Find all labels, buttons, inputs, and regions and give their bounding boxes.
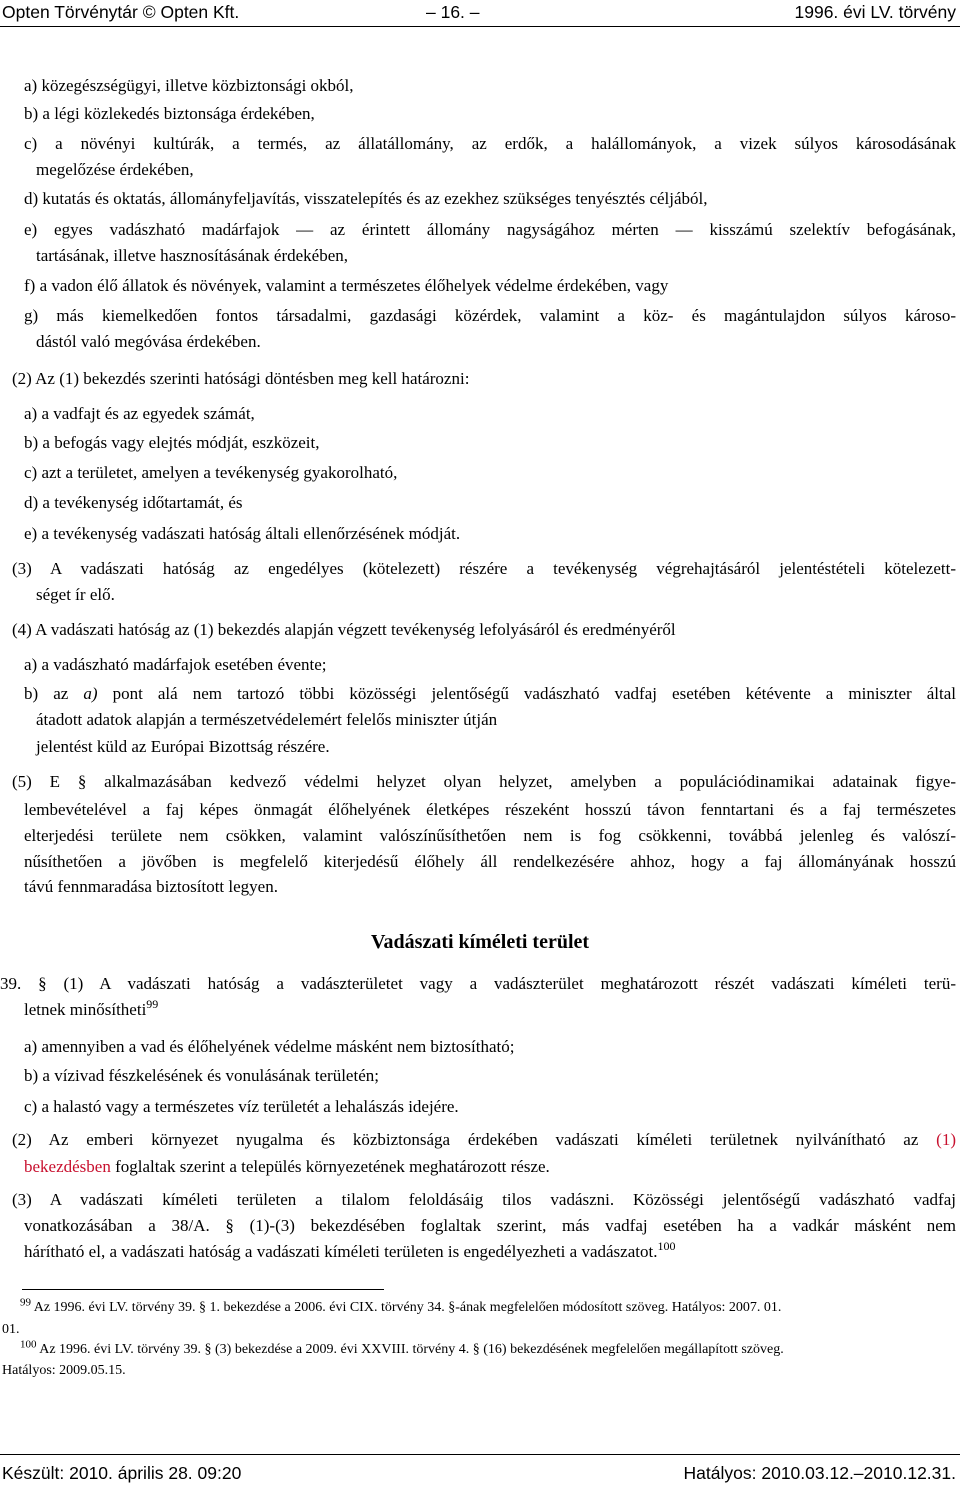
- paragraph-5-cont: nűsíthetően a jövőben is megfelelő kiterjedésű élőhely áll rendelkezésére ahhoz, hogy a faj állományának hosszú: [24, 852, 956, 871]
- list-item-d: d) kutatás és oktatás, állományfeljavítás, visszatelepítés és az ezekhez szükséges tenyésztés céljából,: [24, 189, 708, 208]
- list-item-e: e) a tevékenység vadászati hatóság általi ellenőrzésének módját.: [24, 524, 461, 543]
- list-item-a: a) amennyiben a vad és élőhelyének védelme másként nem biztosítható;: [24, 1037, 515, 1056]
- paragraph-4: (4) A vadászati hatóság az (1) bekezdés alapján végzett tevékenység lefolyásáról és eredményéről: [12, 620, 676, 639]
- footnote-99-cont: 01.: [2, 1322, 20, 1337]
- list-item-b: b) a befogás vagy elejtés módját, eszközeit,: [24, 433, 320, 452]
- footnote-divider: [22, 1289, 384, 1290]
- footer-created: Készült: 2010. április 28. 09:20: [2, 1463, 242, 1483]
- footnote-100: $^{100}$ Az 1996. évi LV. törvény 39. § (3) bekezdése a 2009. évi XXVIII. törvény 4. § (16) bekezdésének megfelelően megállapított szöveg.: [20, 1338, 784, 1357]
- cross-reference-link[interactable]: (1): [936, 1130, 956, 1149]
- header-source: Opten Törvénytár © Opten Kft.: [2, 2, 240, 22]
- paragraph-3: (3) A vadászati hatóság az engedélyes (kötelezett) részére a tevékenység végrehajtásáról jelentéstételi kötelezett-: [12, 559, 956, 578]
- footer-validity: Hatályos: 2010.03.12.–2010.12.31.: [683, 1463, 956, 1483]
- list-item-a: a) a vadászható madárfajok esetében évente;: [24, 655, 327, 674]
- section-39-paragraph-3: (3) A vadászati kíméleti területen a tilalom feloldásáig tilos vadászni. Közösségi jelentőségű vadászható vadfaj: [12, 1190, 956, 1209]
- list-item-e-cont: tartásának, illetve hasznosításának érdekében,: [36, 246, 349, 265]
- list-item-c-cont: megelőzése érdekében,: [36, 160, 194, 179]
- list-item-a: a) a vadfajt és az egyedek számát,: [24, 404, 255, 423]
- list-item-g-cont: dástól való megóvása érdekében.: [36, 332, 261, 351]
- section-39-paragraph-1-cont: letnek minősítheti$^{99}$: [24, 997, 159, 1019]
- page-footer: [0, 1454, 960, 1485]
- paragraph-3-cont: séget ír elő.: [36, 585, 115, 604]
- cross-reference-link[interactable]: bekezdésben: [24, 1157, 111, 1176]
- paragraph-5: (5) E § alkalmazásában kedvező védelmi helyzet olyan helyzet, amelyben a populációdinamikai adatainak figye-: [12, 772, 956, 791]
- paragraph-2: (2) Az (1) bekezdés szerinti hatósági döntésben meg kell határozni:: [12, 369, 470, 388]
- footnote-ref-99[interactable]: 99: [146, 997, 159, 1011]
- list-item-b: b) az a) pont alá nem tartozó többi közösségi jelentőségű vadászható vadfaj esetében kétévente a miniszter által: [24, 684, 956, 703]
- list-item-d: d) a tevékenység időtartamát, és: [24, 493, 243, 512]
- header-page-number: – 16. –: [426, 2, 480, 22]
- footnote-ref-100[interactable]: 100: [657, 1239, 676, 1253]
- section-39-paragraph-3-cont: hárítható el, a vadászati hatóság a vadászati kíméleti területen is engedélyezheti a vadászatot.$^{100}$: [24, 1239, 676, 1261]
- list-item-e: e) egyes vadászható madárfajok — az érintett állomány nagyságához mérten — kisszámú szelektív befogásának,: [24, 220, 956, 239]
- footnote-100-cont: Hatályos: 2009.05.15.: [2, 1363, 126, 1378]
- list-item-a: a) közegészségügyi, illetve közbiztonsági okból,: [24, 76, 354, 95]
- section-39-paragraph-1: 39. § (1) A vadászati hatóság a vadászterületet vagy a vadászterület meghatározott részét vadászati kíméleti terü-: [0, 974, 956, 993]
- list-item-c: c) a halastó vagy a természetes víz területét a lehalászás idejére.: [24, 1097, 459, 1116]
- section-39-paragraph-2: (2) Az emberi környezet nyugalma és közbiztonsága érdekében vadászati kíméleti területnek nyilvánítható az (1): [12, 1130, 956, 1149]
- list-item-f: f) a vadon élő állatok és növények, valamint a természetes élőhelyek védelme érdekében, vagy: [24, 276, 669, 295]
- list-item-c: c) a növényi kultúrák, a termés, az állatállomány, az erdők, a halállományok, a vizek súlyos károsodásának: [24, 134, 956, 153]
- list-item-g: g) más kiemelkedően fontos társadalmi, gazdasági közérdek, valamint a köz- és magántulajdon súlyos károso-: [24, 306, 956, 325]
- list-item-b: b) a vízivad fészkelésének és vonulásának területén;: [24, 1066, 379, 1085]
- section-title: Vadászati kíméleti terület: [370, 931, 590, 953]
- footnote-99: $^{99}$ Az 1996. évi LV. törvény 39. § 1. bekezdése a 2006. évi CIX. törvény 34. §-ának megfelelően módosított szöveg. Hatályos: 2007. 01.: [20, 1296, 782, 1315]
- list-item-b: b) a légi közlekedés biztonsága érdekében,: [24, 104, 315, 123]
- page-header: [0, 0, 960, 27]
- paragraph-5-cont: lembevételével a faj képes önmagát élőhelyének életképes részeként hosszú távon fenntartani és a faj természetes: [24, 800, 956, 819]
- section-39-paragraph-2-cont: bekezdésben foglaltak szerint a település környezetének meghatározott része.: [24, 1157, 550, 1176]
- list-item-b-cont: átadott adatok alapján a természetvédelemért felelős miniszter útján: [36, 710, 498, 729]
- header-law-title: 1996. évi LV. törvény: [794, 2, 956, 22]
- list-item-b-cont: jelentést küld az Európai Bizottság részére.: [36, 737, 330, 756]
- paragraph-5-cont: elterjedési területe nem csökken, valamint valószínűsíthetően nem is fog csökkenni, továbbá jelenleg és valószí-: [24, 826, 956, 845]
- section-39-paragraph-3-cont: vonatkozásában a 38/A. § (1)-(3) bekezdésében foglaltak szerint, más vadfaj esetében ha a vadkár másként nem: [24, 1216, 956, 1235]
- paragraph-5-cont: távú fennmaradása biztosított legyen.: [24, 877, 278, 896]
- list-item-c: c) azt a területet, amelyen a tevékenység gyakorolható,: [24, 463, 398, 482]
